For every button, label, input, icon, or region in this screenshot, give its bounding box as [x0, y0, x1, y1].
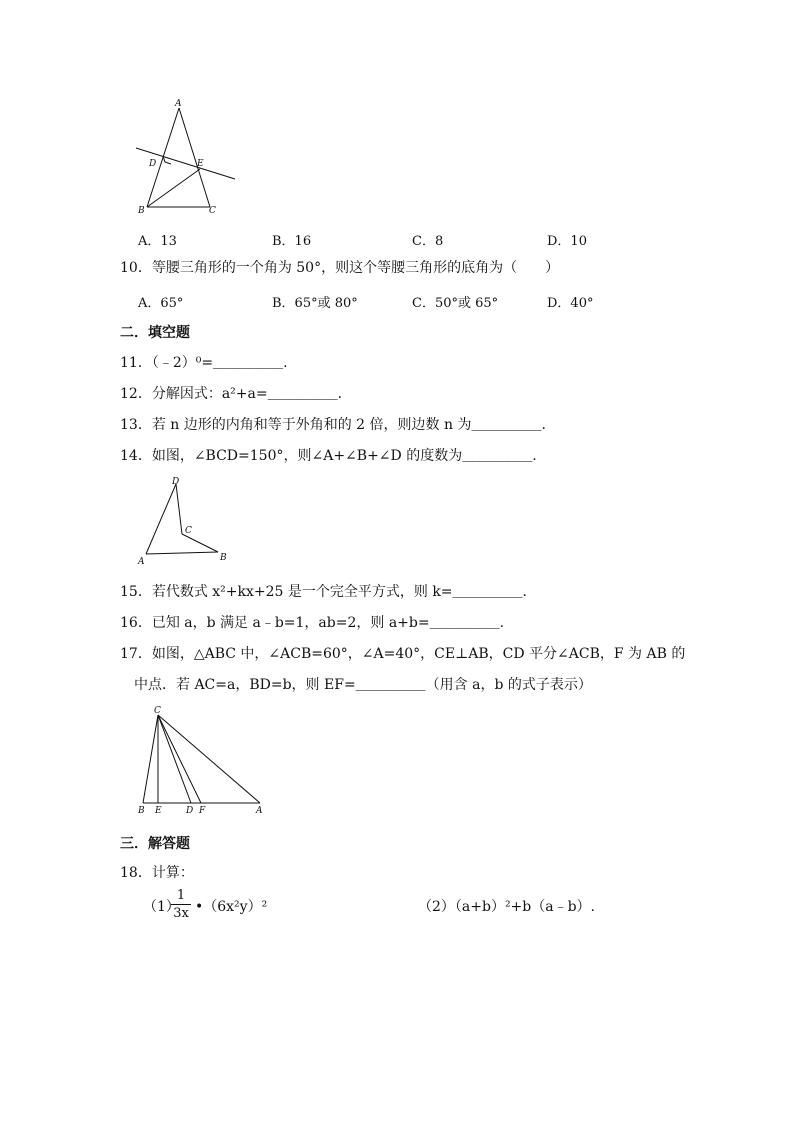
question-14: 14．如图，∠BCD=150°，则∠A+∠B+∠D 的度数为＿＿＿＿＿.: [120, 448, 537, 464]
q18-part1-denominator: 3x: [173, 906, 189, 921]
question-16: 16．已知 a，b 满足 a﹣b=1，ab=2，则 a+b=＿＿＿＿＿.: [120, 615, 505, 631]
fig14-label-b: B: [220, 553, 227, 563]
question-15: 15．若代数式 x²+kx+25 是一个完全平方式，则 k=＿＿＿＿＿.: [120, 584, 527, 600]
question-11: 11．（﹣2）⁰=＿＿＿＿＿.: [120, 355, 288, 371]
q9-option-a[interactable]: A．13: [138, 234, 177, 249]
fig17-label-a: A: [256, 806, 263, 816]
fig17-label-f: F: [199, 806, 206, 816]
q9-option-b[interactable]: B．16: [272, 234, 312, 249]
figure-q14-quadrilateral: [132, 472, 237, 567]
fig9-label-c: C: [209, 206, 216, 216]
fig17-label-e: E: [155, 806, 162, 816]
fig9-label-b: B: [138, 206, 145, 216]
q18-part1-fraction: [171, 888, 191, 921]
fig9-label-d: D: [149, 159, 157, 169]
q10-option-b[interactable]: B．65°或 80°: [272, 296, 358, 311]
figure-q17-triangle: [130, 703, 270, 818]
q10-option-a[interactable]: A．65°: [138, 296, 184, 311]
section-solve-heading: 三．解答题: [120, 836, 190, 852]
q18-part1-expression: •（6x²y）²: [195, 899, 268, 915]
q9-option-d[interactable]: D．10: [547, 234, 587, 249]
q18-part1-label: （1）: [143, 899, 180, 915]
figure-q9-triangle: [130, 95, 245, 220]
fig9-label-a: A: [175, 99, 182, 109]
fig9-label-e: E: [197, 159, 204, 169]
fig17-label-d: D: [186, 806, 194, 816]
fig14-label-c: C: [185, 526, 192, 536]
q10-option-c[interactable]: C．50°或 65°: [412, 296, 499, 311]
question-17-line2: 中点．若 AC=a，BD=b，则 EF=＿＿＿＿＿（用含 a，b 的式子表示）: [134, 677, 592, 693]
question-10: 10．等腰三角形的一个角为 50°，则这个等腰三角形的底角为（ ）: [120, 260, 560, 276]
section-fill-in-blank-heading: 二．填空题: [120, 325, 190, 341]
fig14-label-a: A: [138, 557, 145, 567]
fig14-label-d: D: [172, 477, 180, 487]
q18-part1-numerator: 1: [176, 888, 186, 903]
q9-option-c[interactable]: C．8: [412, 234, 444, 249]
q10-option-d[interactable]: D．40°: [547, 296, 594, 311]
question-12: 12．分解因式：a²+a=＿＿＿＿＿.: [120, 386, 343, 402]
fig17-label-b: B: [138, 806, 145, 816]
q18-part2-expression: （2）（a+b）²+b（a﹣b）.: [418, 899, 596, 915]
question-18: 18．计算：: [120, 865, 194, 881]
question-13: 13．若 n 边形的内角和等于外角和的 2 倍，则边数 n 为＿＿＿＿＿.: [120, 417, 546, 433]
fig17-label-c: C: [154, 706, 161, 716]
question-17-line1: 17．如图，△ABC 中，∠ACB=60°，∠A=40°，CE⊥AB，CD 平分∠ACB，F 为 AB 的: [120, 646, 686, 662]
